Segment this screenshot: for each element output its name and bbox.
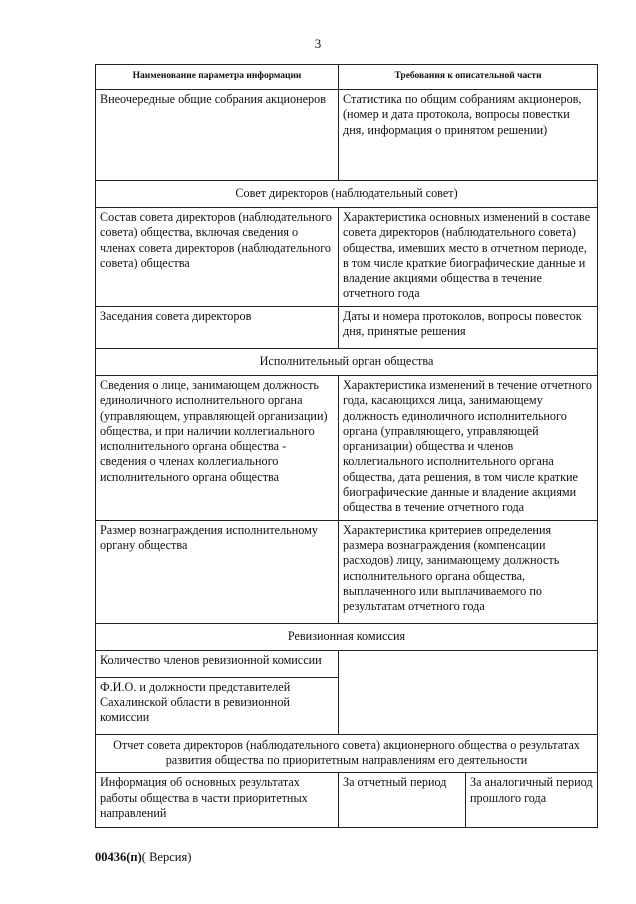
row-results-previous-period: За аналогичный период прошлого года xyxy=(466,773,598,828)
footer-code: 00436(п) xyxy=(95,850,142,864)
table-row xyxy=(96,90,598,181)
row-exec-pay-req: Характеристика критериев определения размера вознаграждения (компенсации расходов) лицу, занимающему должность исполнительного органа общества, выплаченного или выплачиваемого по результатам отчетного года xyxy=(339,520,598,623)
footer-version: ( Версия) xyxy=(141,850,192,864)
table-row xyxy=(96,376,598,521)
section-report-title: Отчет совета директоров (наблюдательного совета) акционерного общества о результатах развития общества по приоритетным направлениям его деятельности xyxy=(96,734,598,773)
row-board-meetings-req: Даты и номера протоколов, вопросы повесток дня, принятые решения xyxy=(339,307,598,349)
row-exec-info-param: Сведения о лице, занимающем должность единоличного исполнительного органа (управляющем, управляющей организации) общества, и при наличии коллегиального исполнительного органа общества - сведения о членах коллегиального исполнительного органа общества xyxy=(96,376,339,521)
row-audit-empty-cell xyxy=(339,650,598,734)
table-row xyxy=(96,773,598,828)
page-number: 3 xyxy=(314,36,322,51)
table-header-row xyxy=(96,65,598,90)
section-board-title: Совет директоров (наблюдательный совет) xyxy=(96,181,598,208)
row-board-meetings-param: Заседания совета директоров xyxy=(96,307,339,349)
row-audit-count-param: Количество членов ревизионной комиссии xyxy=(96,650,339,677)
header-requirements: Требования к описательной части xyxy=(339,65,598,90)
row-board-composition-param: Состав совета директоров (наблюдательного совета) общества, включая сведения о членах совета директоров (наблюдательного совета) общества xyxy=(96,208,339,307)
row-exec-info-req: Характеристика изменений в течение отчетного года, касающихся лица, занимающему должность единоличного исполнительного органа (управляющего, управляющей организации) общества и членов коллегиального исполнительного органа общества, дата решения, в том числе краткие биографические данные и владение акциями общества в течение отчетного года xyxy=(339,376,598,521)
table-row xyxy=(96,650,598,677)
row-board-composition-req: Характеристика основных изменений в составе совета директоров (наблюдательного совета) общества, имевших место в отчетном периоде, в том числе краткие биографические данные и владение акциями общества в течение отчетного года xyxy=(339,208,598,307)
header-param-name: Наименование параметра информации xyxy=(96,65,339,90)
section-exec-title: Исполнительный орган общества xyxy=(96,349,598,376)
row-results-current-period: За отчетный период xyxy=(339,773,466,828)
requirements-table xyxy=(95,64,598,828)
document-footer xyxy=(95,850,191,865)
table-row xyxy=(96,208,598,307)
section-audit-title: Ревизионная комиссия xyxy=(96,623,598,650)
section-row xyxy=(96,181,598,208)
section-row xyxy=(96,349,598,376)
row-results-param: Информация об основных результатах работы общества в части приоритетных направлений xyxy=(96,773,339,828)
section-row xyxy=(96,623,598,650)
row-audit-reps-param: Ф.И.О. и должности представителей Сахалинской области в ревизионной комиссии xyxy=(96,677,339,734)
row-exec-pay-param: Размер вознаграждения исполнительному органу общества xyxy=(96,520,339,623)
table-row xyxy=(96,520,598,623)
table-row xyxy=(96,307,598,349)
row-meetings-param: Внеочередные общие собрания акционеров xyxy=(96,90,339,181)
row-meetings-req: Статистика по общим собраниям акционеров, (номер и дата протокола, вопросы повестки дня, информация о принятом решении) xyxy=(339,90,598,181)
section-row xyxy=(96,734,598,773)
